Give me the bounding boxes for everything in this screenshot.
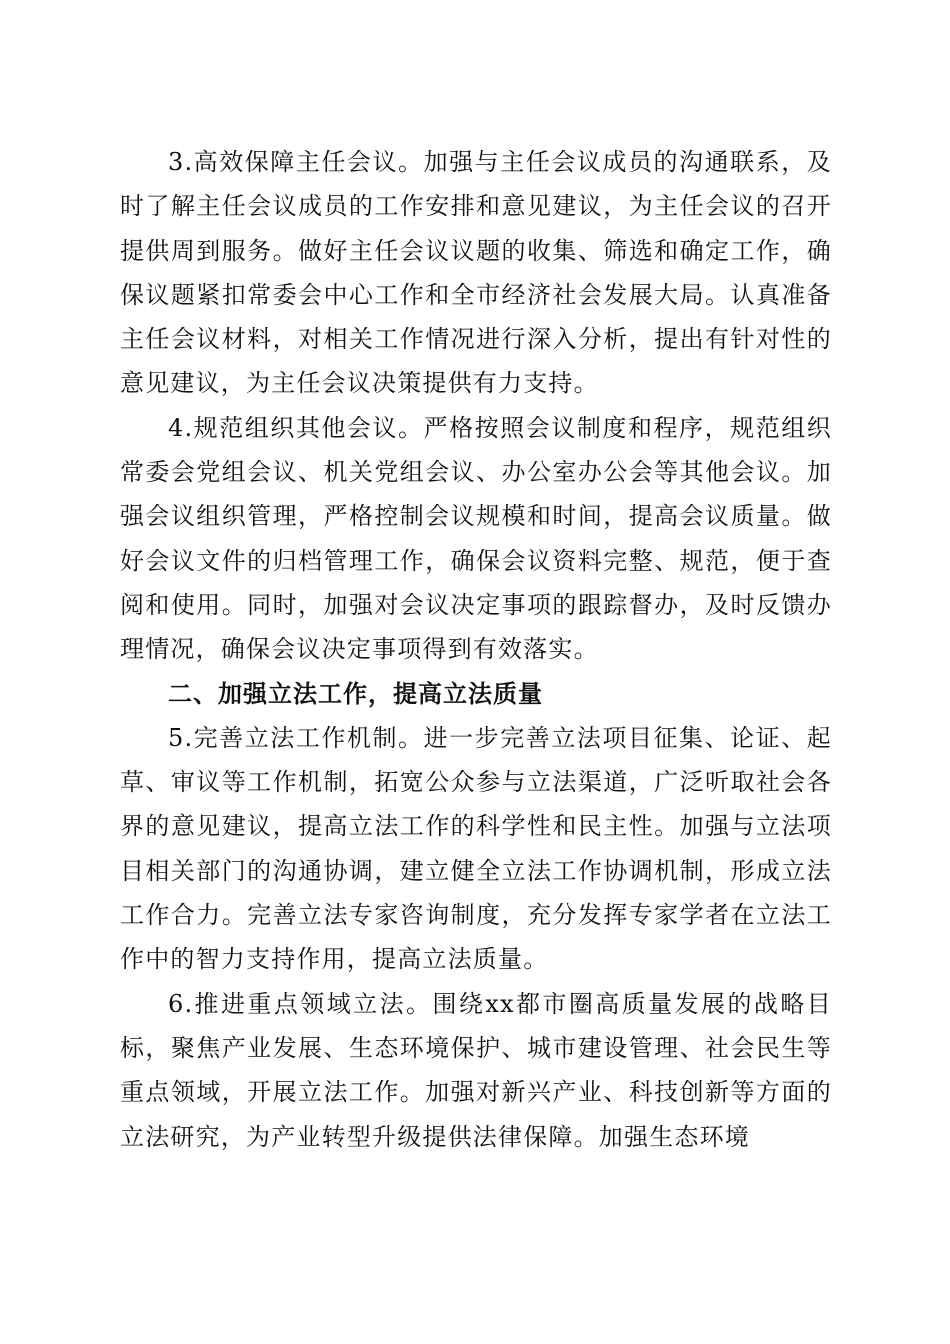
paragraph-item-4: 4.规范组织其他会议。严格按照会议制度和程序，规范组织常委会党组会议、机关党组会议、办公室办公会等其他会议。加强会议组织管理，严格控制会议规模和时间，提高会议质量。做好会议文件的归档管理工作，确保会议资料完整、规范，便于查阅和使用。同时，加强对会议决定事项的跟踪督办，及时反馈办理情况，确保会议决定事项得到有效落实。 <box>120 413 832 664</box>
section-heading-2: 二、加强立法工作，提高立法质量 <box>168 679 543 708</box>
paragraph-item-5: 5.完善立法工作机制。进一步完善立法项目征集、论证、起草、审议等工作机制，拓宽公众参与立法渠道，广泛听取社会各界的意见建议，提高立法工作的科学性和民主性。加强与立法项目相关部门的沟通协调，建立健全立法工作协调机制，形成立法工作合力。完善立法专家咨询制度，充分发挥专家学者在立法工作中的智力支持作用，提高立法质量。 <box>120 723 832 974</box>
document-body <box>120 140 832 1159</box>
paragraph-item-3: 3.高效保障主任会议。加强与主任会议成员的沟通联系，及时了解主任会议成员的工作安排和意见建议，为主任会议的召开提供周到服务。做好主任会议议题的收集、筛选和确定工作，确保议题紧扣常委会中心工作和全市经济社会发展大局。认真准备主任会议材料，对相关工作情况进行深入分析，提出有针对性的意见建议，为主任会议决策提供有力支持。 <box>120 148 832 398</box>
paragraph-item-6: 6.推进重点领域立法。围绕xx都市圈高质量发展的战略目标，聚焦产业发展、生态环境保护、城市建设管理、社会民生等重点领域，开展立法工作。加强对新兴产业、科技创新等方面的立法研究，为产业转型升级提供法律保障。加强生态环境 <box>120 989 832 1151</box>
